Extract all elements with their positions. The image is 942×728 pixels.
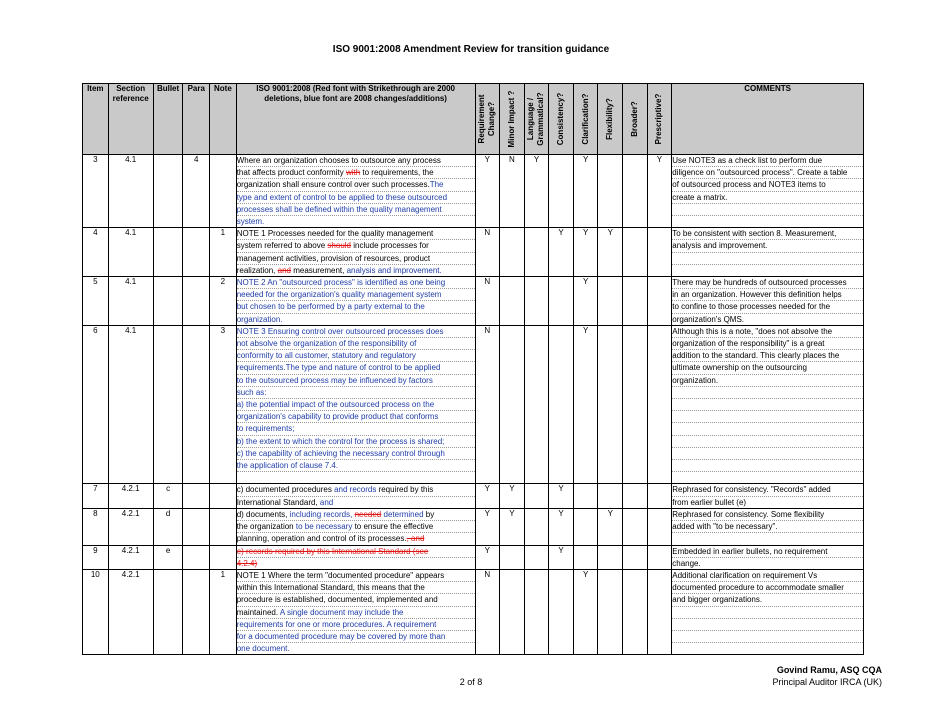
bullet-cell: d [153,508,183,545]
added-text: to be necessary [295,522,353,532]
item-cell: 9 [83,545,109,569]
text-line [237,192,475,204]
text-segment: organization shall ensure control over such processes. [236,180,430,190]
flag-language [524,325,549,484]
flag-clarification: Y [573,569,598,654]
added-text: and records [334,485,377,495]
bullet-cell: e [153,545,183,569]
comment-line [672,448,863,460]
item-cell: 3 [83,155,109,228]
comment-line: Rephrased for consistency. Some flexibility [672,509,863,521]
comment-line [672,607,863,619]
comment-line: documented procedure to accommodate smaller [672,582,863,594]
comment-line: organization's QMS. [672,314,745,324]
comment-line: Embedded in earlier bullets, no requirement [672,546,863,558]
text-line [237,570,475,582]
text-line [237,350,475,362]
text-segment: to requirements, the [360,168,434,178]
table-row [83,508,864,545]
comment-line: Additional clarification on requirement Vs [672,570,863,582]
flag-flexibility [598,277,623,326]
comment-line: in an organization. However this definition helps [672,289,863,301]
text-line [237,497,475,508]
flag-minor-impact [500,325,525,484]
iso-text-cell [236,484,475,508]
iso-text-cell [236,569,475,654]
note-cell [210,155,237,228]
flag-minor-impact [500,228,525,277]
flag-requirement-change: N [475,228,500,277]
text-segment: measurement, [290,265,347,275]
footer-role: Principal Auditor IRCA (UK) [772,677,882,687]
flag-flexibility [598,155,623,228]
text-line [237,448,475,460]
item-cell: 7 [83,484,109,508]
added-text: processes shall be defined within the quality management [236,204,442,214]
comment-line: ultimate ownership on the outsourcing [672,362,863,374]
text-line [237,399,475,411]
header-row [83,84,864,155]
text-segment: required by this [376,485,434,495]
para-cell [183,508,210,545]
text-line [237,423,475,435]
flag-clarification [573,545,598,569]
header-section: Section reference [108,84,153,155]
text-line [237,155,475,167]
text-line [237,521,475,533]
section-cell: 4.2.1 [108,484,153,508]
text-line [237,582,475,594]
table-row [83,484,864,508]
text-line [237,484,475,496]
table-row [83,228,864,277]
note-cell [210,545,237,569]
added-text: to the outsourced process may be influenced by factors [236,375,433,385]
added-text: system. [236,217,265,227]
text-line [237,643,475,654]
comment-line [672,411,863,423]
item-cell: 8 [83,508,109,545]
flag-broader [623,277,648,326]
flag-requirement-change: N [475,569,500,654]
text-line [237,228,475,240]
header-item: Item [83,84,109,155]
iso-text-cell [236,155,475,228]
text-line [237,594,475,606]
comment-line: and bigger organizations. [672,594,863,606]
flag-requirement-change: Y [475,508,500,545]
added-text: b) the extent to which the control for the process is shared; [236,436,445,446]
flag-language [524,484,549,508]
comment-line: change. [672,558,701,568]
text-segment: include processes for [351,241,429,251]
flag-broader [623,325,648,484]
text-segment: International Standard, [236,497,320,507]
flag-flexibility: Y [598,228,623,277]
comment-line: addition to the standard. This clearly places the [672,350,863,362]
flag-clarification: Y [573,325,598,484]
item-cell: 6 [83,325,109,484]
added-text: one document. [236,644,290,654]
note-cell: 3 [210,325,237,484]
amendment-review-table [82,83,864,655]
added-text: but chosen to be performed by a party external to the [236,302,425,312]
flag-minor-impact [500,545,525,569]
text-segment: procedure is established, documented, implemented and [236,595,438,605]
text-segment: within this International Standard, this means that the [236,583,425,593]
flag-prescriptive [647,508,672,545]
note-cell: 1 [210,228,237,277]
comment-line [672,204,863,216]
text-line [237,167,475,179]
added-text: organization's capability to provide product that conforms [236,412,439,422]
text-line [237,326,475,338]
comment-line: of outsourced process and NOTE3 items to [672,179,863,191]
added-text: a) the potential impact of the outsourced process on the [236,400,435,410]
comment-line [672,533,863,544]
deleted-text: , and [406,534,425,544]
text-line [237,362,475,374]
text-line [237,387,475,399]
para-cell [183,228,210,277]
flag-consistency: Y [549,508,574,545]
iso-text-cell [236,545,475,569]
text-line [237,436,475,448]
flag-consistency [549,325,574,484]
flag-flexibility [598,569,623,654]
comment-line [672,216,863,227]
comment-line: Rephrased for consistency. "Records" added [672,484,863,496]
added-text: needed for the organization's quality management system [236,290,442,300]
flag-clarification: Y [573,277,598,326]
flag-requirement-change: Y [475,545,500,569]
text-segment: that affects product conformity [236,168,346,178]
added-text: requirements.The type and nature of control to be applied [236,363,441,373]
added-text: determined [383,509,424,519]
text-segment: d) documents, [236,509,290,519]
comment-line: There may be hundreds of outsourced processes [672,277,863,289]
header-flexibility: Flexibility? [598,84,623,155]
flag-broader [623,155,648,228]
text-segment: to ensure the effective [352,522,434,532]
text-line [237,546,475,558]
comment-line: Use NOTE3 as a check list to perform due [672,155,863,167]
added-text: type and extent of control to be applied to these outsourced [236,192,448,202]
comment-line [672,460,863,472]
header-iso-text: ISO 9001:2008 (Red font with Strikethrough are 2000 deletions, blue font are 2008 changes/additions) [236,84,475,155]
added-text: organization. [236,314,283,324]
flag-prescriptive [647,484,672,508]
header-prescriptive: Prescriptive? [647,84,672,155]
added-text: NOTE 3 Ensuring control over outsourced processes does [236,326,444,336]
comment-line [672,436,863,448]
flag-language [524,277,549,326]
added-text: for a documented procedure may be covered by more than [236,631,446,641]
text-segment: the organization [236,522,296,532]
flag-consistency [549,277,574,326]
flag-prescriptive [647,545,672,569]
bullet-cell [153,277,183,326]
text-line [237,411,475,423]
header-para: Para [183,84,210,155]
header-note: Note [210,84,237,155]
flag-clarification [573,508,598,545]
text-segment: Where an organization chooses to outsource any process [236,156,441,165]
comment-line: To be consistent with section 8. Measurement, [672,228,863,240]
comment-line [672,399,863,411]
header-minor-impact: Minor Impact ? [500,84,525,155]
note-cell [210,484,237,508]
comment-line [672,423,863,435]
text-line [237,314,475,325]
text-segment: by [423,509,435,519]
text-line [237,204,475,216]
flag-minor-impact: Y [500,508,525,545]
page-number: 2 of 8 [459,677,483,687]
para-cell [183,569,210,654]
text-line [237,607,475,619]
flag-broader [623,569,648,654]
iso-text-cell [236,228,475,277]
comment-line [672,619,863,631]
comment-line [672,265,863,276]
section-cell: 4.2.1 [108,508,153,545]
flag-broader [623,484,648,508]
text-segment: NOTE 1 Where the term "documented procedure" appears [236,570,445,580]
header-requirement-change: Requirement Change? [475,84,500,155]
flag-language [524,569,549,654]
text-line [237,240,475,252]
flag-consistency: Y [549,484,574,508]
flag-flexibility [598,325,623,484]
text-line [237,216,475,227]
iso-text-cell [236,277,475,326]
text-line [237,619,475,631]
note-cell: 2 [210,277,237,326]
comment-line: from earlier bullet (e) [672,497,747,507]
note-cell [210,508,237,545]
deleted-text: e) records required by this International Standard (see [236,546,429,556]
comments-cell [672,277,864,326]
bullet-cell [153,228,183,277]
comment-line: diligence on "outsourced process". Create a table [672,167,863,179]
flag-flexibility [598,484,623,508]
comment-line [672,253,863,265]
flag-consistency [549,569,574,654]
flag-language [524,228,549,277]
flag-language [524,545,549,569]
text-segment: NOTE 1 Processes needed for the quality management [236,229,434,239]
comments-cell [672,569,864,654]
section-cell: 4.1 [108,228,153,277]
section-cell: 4.1 [108,155,153,228]
comment-line [672,631,863,643]
flag-prescriptive [647,325,672,484]
added-text: and [319,497,334,507]
section-cell: 4.2.1 [108,569,153,654]
header-language: Language / Grammatical? [524,84,549,155]
flag-requirement-change: Y [475,155,500,228]
added-text: including records, [289,509,353,519]
iso-text-cell [236,508,475,545]
text-line [237,631,475,643]
table-row [83,325,864,484]
flag-prescriptive: Y [647,155,672,228]
text-line [237,253,475,265]
deleted-text: and [277,265,291,275]
comment-line: Although this is a note, "does not absolve the [672,326,863,338]
text-segment: planning, operation and control of its processes. [236,534,407,544]
text-line [237,265,475,276]
deleted-text: needed [354,509,382,519]
flag-broader [623,228,648,277]
comments-cell [672,325,864,484]
comment-line: organization of the responsibility" is a great [672,338,863,350]
note-cell: 1 [210,569,237,654]
item-cell: 10 [83,569,109,654]
bullet-cell [153,155,183,228]
text-line [237,460,475,472]
flag-broader [623,508,648,545]
added-text: not absolve the organization of the responsibility of [236,339,417,349]
document-title: ISO 9001:2008 Amendment Review for transition guidance [332,44,610,55]
text-segment: c) documented procedures [236,485,335,495]
table-row [83,155,864,228]
flag-consistency: Y [549,228,574,277]
flag-clarification: Y [573,228,598,277]
para-cell [183,545,210,569]
text-line [237,301,475,313]
comment-line: analysis and improvement. [672,240,863,252]
deleted-text: 4.2.4) [236,558,258,568]
added-text: the application of clause 7.4. [236,461,339,471]
flag-consistency: Y [549,545,574,569]
flag-minor-impact: N [500,155,525,228]
text-segment: realization, [236,265,278,275]
para-cell [183,325,210,484]
flag-clarification [573,484,598,508]
flag-clarification: Y [573,155,598,228]
flag-consistency [549,155,574,228]
section-cell: 4.1 [108,325,153,484]
iso-text-cell [236,325,475,484]
deleted-text: should [327,241,351,251]
para-cell [183,484,210,508]
comments-cell [672,508,864,545]
section-cell: 4.1 [108,277,153,326]
flag-minor-impact [500,277,525,326]
bullet-cell [153,569,183,654]
text-line [237,289,475,301]
comment-line: added with "to be necessary". [672,521,863,533]
table-row [83,545,864,569]
item-cell: 5 [83,277,109,326]
comments-cell [672,228,864,277]
comments-cell [672,155,864,228]
added-text: analysis and improvement. [346,265,442,275]
comment-line [672,387,863,399]
flag-language: Y [524,155,549,228]
flag-minor-impact [500,569,525,654]
header-bullet: Bullet [153,84,183,155]
bullet-cell: c [153,484,183,508]
flag-flexibility: Y [598,508,623,545]
text-line [237,338,475,350]
comment-line: to confine to those processes needed for the [672,301,863,313]
text-line [237,179,475,191]
comments-cell [672,545,864,569]
text-segment: management activities, provision of resources, product [236,253,431,263]
item-cell: 4 [83,228,109,277]
flag-prescriptive [647,569,672,654]
table-row [83,569,864,654]
table-row [83,277,864,326]
text-line [237,533,475,544]
header-comments: COMMENTS [672,84,864,155]
footer-author: Govind Ramu, ASQ CQA [776,665,882,675]
section-cell: 4.2.1 [108,545,153,569]
added-text: c) the capability of achieving the necessary control through [236,448,445,458]
header-clarification: Clarification? [573,84,598,155]
comment-line [672,472,863,483]
flag-broader [623,545,648,569]
flag-prescriptive [647,228,672,277]
flag-requirement-change: Y [475,484,500,508]
table-body [83,155,864,655]
flag-language [524,508,549,545]
text-line [237,558,475,569]
text-segment: system referred to above [236,241,328,251]
para-cell [183,277,210,326]
comments-cell [672,484,864,508]
text-segment: maintained. [236,607,280,617]
text-line [237,509,475,521]
text-line [237,277,475,289]
deleted-text: with [345,168,361,178]
header-broader: Broader? [623,84,648,155]
added-text: requirements for one or more procedures. A requirement [236,619,437,629]
flag-minor-impact: Y [500,484,525,508]
added-text: to requirements; [236,424,295,434]
comment-line: organization. [672,375,863,387]
added-text: A single document may include the [279,607,404,617]
added-text: The [429,180,444,190]
para-cell: 4 [183,155,210,228]
added-text: NOTE 2 An "outsourced process" is identified as one being [236,278,446,288]
added-text: such as: [236,387,267,397]
flag-requirement-change: N [475,277,500,326]
added-text: conformity to all customer, statutory and regulatory [236,351,416,361]
bullet-cell [153,325,183,484]
comment-line: create a matrix. [672,192,863,204]
text-line [237,472,475,483]
text-line [237,375,475,387]
flag-flexibility [598,545,623,569]
flag-requirement-change: N [475,325,500,484]
flag-prescriptive [647,277,672,326]
comment-line [672,643,863,654]
header-consistency: Consistency? [549,84,574,155]
